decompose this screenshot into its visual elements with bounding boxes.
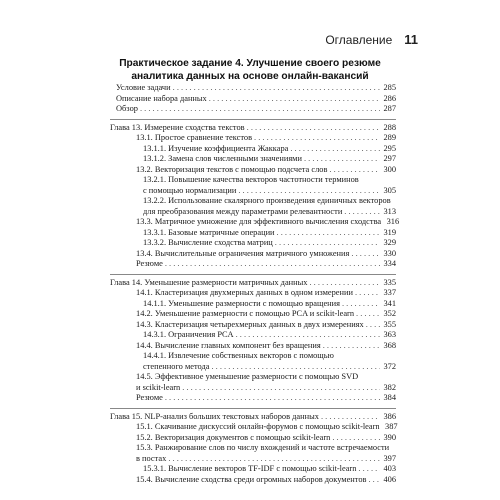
table-of-contents (110, 83, 400, 485)
toc-entry[interactable]: Описание набора данных . . . 286 (110, 94, 396, 105)
toc-entry[interactable]: 14.1. Кластеризация двухмерных данных в одном измерении . . . 337 (110, 288, 396, 299)
section-heading (104, 57, 396, 83)
toc-entry[interactable]: 15.3.1. Вычисление векторов TF-IDF с помощью scikit-learn . . . 403 (110, 464, 396, 475)
chapter-15 (110, 412, 396, 486)
toc-entry[interactable]: 13.3. Матричное умножение для эффективного вычисления сходства 316 (136, 217, 400, 226)
toc-entry[interactable]: 15.2. Векторизация документов с помощью scikit-learn . . . 390 (110, 433, 396, 444)
toc-entry-multiline[interactable]: 13.2.2. Использование скалярного произведения единичных векторов для преобразования между параметрами релевантности . . . 313 (110, 196, 396, 217)
toc-entry[interactable]: Условие задачи . . . 285 (110, 83, 396, 94)
toc-entry[interactable]: 13.3.2. Вычисление сходства матриц . . . 329 (110, 238, 396, 249)
toc-entry[interactable]: 13.4. Вычислительные ограничения матричного умножения . . . 330 (110, 249, 396, 260)
toc-entry[interactable]: 13.3.1. Базовые матричные операции . . . 319 (110, 228, 396, 239)
chapter-heading[interactable]: Глава 15. NLP-анализ больших текстовых наборов данных . . . 386 (110, 412, 396, 423)
toc-entry[interactable]: Обзор . . . 287 (110, 104, 396, 115)
intro-entries (110, 83, 396, 120)
toc-entry[interactable]: 15.1. Скачивание дискуссий онлайн-форумов с помощью scikit-learn 387 (136, 422, 398, 431)
toc-entry[interactable]: 14.1.1. Уменьшение размерности с помощью вращения . . . 341 (110, 299, 396, 310)
toc-entry-multiline[interactable]: 15.3. Ранжирование слов по числу вхождений и частоте встречаемости в постах . . . 397 (110, 443, 396, 464)
toc-entry[interactable]: 13.1.2. Замена слов численными значениями . . . 297 (110, 154, 396, 165)
toc-entry[interactable]: 13.2. Векторизация текстов с помощью подсчета слов . . . 300 (110, 165, 396, 176)
running-header (325, 32, 418, 47)
section-title: Оглавление (325, 33, 393, 47)
toc-entry[interactable]: 14.4. Вычисление главных компонент без вращения . . . 368 (110, 341, 396, 352)
toc-entry[interactable]: 15.4. Вычисление сходства среди огромных наборов документов . . . 406 (110, 475, 396, 486)
toc-entry[interactable]: 13.1.1. Изучение коэффициента Жаккара . . . 295 (110, 144, 396, 155)
toc-entry[interactable]: Резюме . . . 334 (110, 259, 396, 270)
toc-entry[interactable]: 14.3.1. Ограничения PCA . . . 363 (110, 330, 396, 341)
toc-entry-multiline[interactable]: 13.2.1. Повышение качества векторов частотности терминов с помощью нормализации . . . 305 (110, 175, 396, 196)
toc-entry[interactable]: 14.2. Уменьшение размерности с помощью PCA и scikit-learn . . . 352 (110, 309, 396, 320)
toc-entry[interactable]: Резюме . . . 384 (110, 393, 396, 404)
chapter-heading[interactable]: Глава 14. Уменьшение размерности матричных данных . . . 335 (110, 278, 396, 289)
toc-entry[interactable]: 13.1. Простое сравнение текстов . . . 289 (110, 133, 396, 144)
chapter-13 (110, 122, 400, 275)
toc-entry-multiline[interactable]: 14.4.1. Извлечение собственных векторов с помощью степенного метода . . . 372 (110, 351, 396, 372)
chapter-14 (110, 278, 396, 409)
section-heading-line-2: аналитика данных на основе онлайн-вакансий (131, 71, 369, 82)
chapter-heading[interactable]: Глава 13. Измерение сходства текстов . . . 288 (110, 123, 396, 134)
toc-entry[interactable]: 14.3. Кластеризация четырехмерных данных в двух измерениях . . . 355 (110, 320, 396, 331)
page-number: 11 (404, 32, 418, 47)
toc-entry-multiline[interactable]: 14.5. Эффективное уменьшение размерности с помощью SVD и scikit-learn . . . 382 (110, 372, 396, 393)
section-heading-line-1: Практическое задание 4. Улучшение своего резюме (119, 58, 381, 69)
